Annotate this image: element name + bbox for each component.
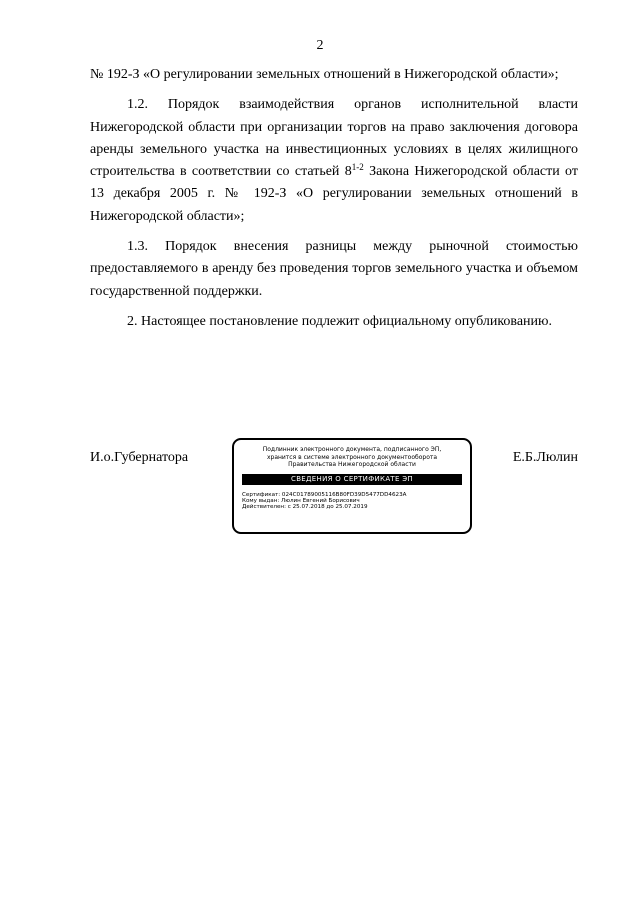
stamp-validity: Действителен: с 25.07.2018 до 25.07.2019 bbox=[242, 504, 368, 511]
paragraph-2: 2. Настоящее постановление подлежит официальному опубликованию. bbox=[127, 313, 552, 329]
stamp-certificate-header: СВЕДЕНИЯ О СЕРТИФИКАТЕ ЭП bbox=[242, 474, 462, 485]
stamp-line-2: хранится в системе электронного документооборота bbox=[266, 453, 438, 461]
stamp-certificate-id: Сертификат: 024C01789005116B80FD39D5477DD4623A bbox=[242, 491, 407, 498]
paragraph-law-reference: № 192-З «О регулировании земельных отношений в Нижегородской области»; bbox=[90, 67, 559, 82]
stamp-heading bbox=[234, 446, 470, 469]
page-number: 2 bbox=[316, 38, 324, 53]
stamp-owner: Кому выдан: Люлин Евгений Борисович bbox=[242, 497, 360, 504]
paragraph-1-2-text: 1.2. Порядок взаимодействия органов исполнительной власти Нижегородской области при организации торгов на право заключения договора аренды земельного участка на инвестиционных условиях в целях жилищного строительства в соответствии со статьей 8 bbox=[90, 97, 578, 180]
paragraph-1-2-tail: Закона Нижегородской области от 13 декабря 2005 г. № 192-З «О регулировании земельных отношений в Нижегородской области»; bbox=[90, 164, 578, 224]
article-superscript: 1-2 bbox=[351, 162, 364, 173]
signatory-title: И.о.Губернатора bbox=[90, 450, 189, 465]
signatory-name: Е.Б.Люлин bbox=[512, 450, 578, 465]
paragraph-1-3: 1.3. Порядок внесения разницы между рыночной стоимостью предоставляемого в аренду без проведения торгов земельного участка и объемом государственной поддержки. bbox=[90, 239, 578, 299]
document-body bbox=[90, 64, 578, 333]
stamp-line-3: Правительства Нижегородской области bbox=[288, 461, 416, 468]
stamp-details bbox=[242, 492, 470, 511]
stamp-line-1: Подлинник электронного документа, подписанного ЭП, bbox=[262, 446, 442, 453]
electronic-signature-stamp bbox=[232, 438, 472, 534]
paragraph-1-2 bbox=[90, 94, 578, 228]
